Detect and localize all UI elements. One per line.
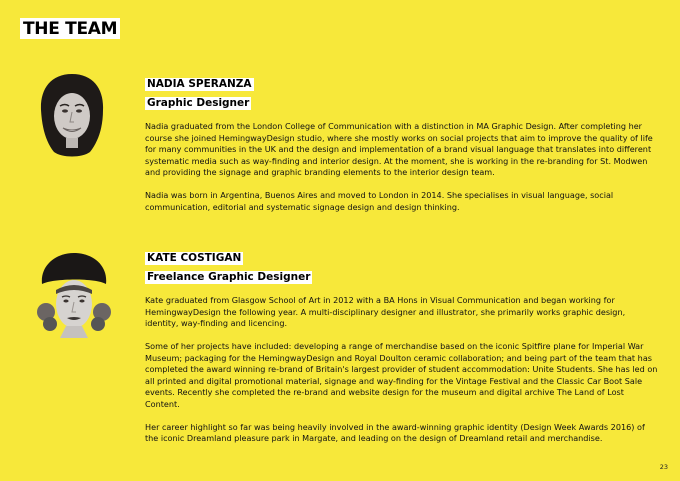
bio-paragraph: Nadia graduated from the London College of Communication with a distinction in MA Graphic Design. After completing her course she joined HemingwayDesign studio, where she mostly works on social projects that aim to improve the quality of life for many communities in the UK and the design and implementation of a brand visual language that translates into different systematic media such as way-finding and interior design. At the moment, she is working in the re-branding for St. Modwen and providing the signage and graphic branding elements to the interior design team. bbox=[145, 121, 653, 177]
nadia-portrait bbox=[36, 72, 108, 158]
member-role: Freelance Graphic Designer bbox=[147, 271, 311, 283]
member-nadia bbox=[145, 72, 660, 213]
member-name: NADIA SPERANZA bbox=[147, 78, 252, 90]
member-name: KATE COSTIGAN bbox=[147, 252, 242, 264]
bio-paragraph: Kate graduated from Glasgow School of Art in 2012 with a BA Hons in Visual Communication and began working for HemingwayDesign the following year. A multi-disciplinary designer and illustrator, she primarily works graphic design, identity, way-finding and licencing. bbox=[145, 295, 626, 328]
bio-paragraph: Her career highlight so far was being heavily involved in the award-winning graphic identity (Design Week Awards 2016) of the iconic Dreamland pleasure park in Margate, and leading on the design of Dreamland retail and merchandise. bbox=[145, 421, 645, 443]
page-number: 23 bbox=[659, 463, 668, 471]
member-kate bbox=[145, 246, 660, 445]
bio-paragraph: Nadia was born in Argentina, Buenos Aires and moved to London in 2014. She specialises in visual language, social communication, editorial and systematic signage design and design thinking. bbox=[145, 190, 614, 212]
page-title: THE TEAM bbox=[20, 18, 120, 39]
kate-portrait bbox=[36, 250, 112, 338]
member-role: Graphic Designer bbox=[147, 97, 250, 109]
bio-paragraph: Some of her projects have included: developing a range of merchandise based on the iconic Spitfire plane for Imperial War Museum; packaging for the HemingwayDesign and Royal Doulton ceramic collaboration; and being part of the team that has completed the award winning re-brand of Britain's largest provider of student accommodation: Unite Students. She has led on all printed and digital promotional material, signage and way-finding for the Vintage Festival and the Classic Car Boot Sale events. Recently she completed the re-brand and website design for the museum and digital archive The Land of Lost Content. bbox=[145, 341, 658, 409]
